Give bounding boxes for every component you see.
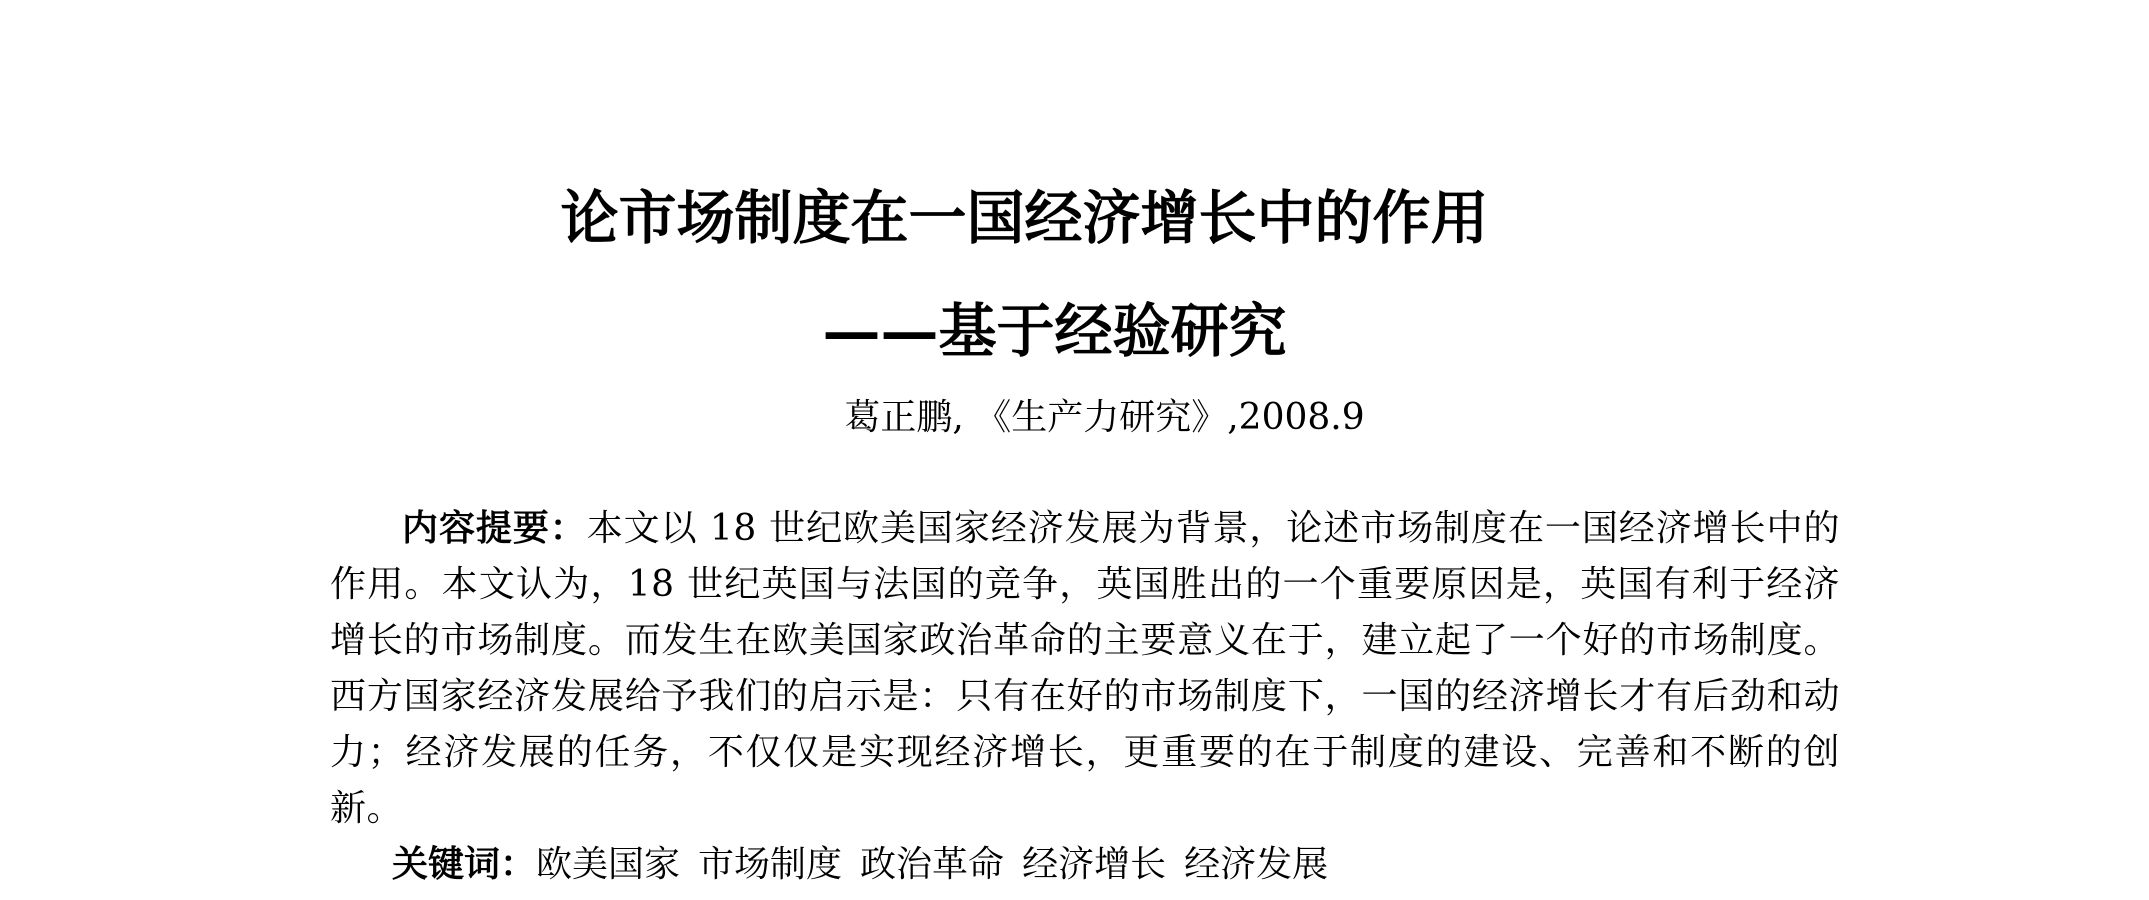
keyword-item: 经济增长: [1022, 844, 1167, 885]
paper-title: 论市场制度在一国经济增长中的作用: [560, 184, 1489, 252]
keywords-line: [392, 836, 1346, 893]
paper-subtitle: ——基于经验研究: [822, 297, 1287, 365]
abstract-paragraph: [330, 500, 1840, 837]
keyword-item: 市场制度: [698, 844, 843, 885]
keyword-item: 欧美国家: [536, 844, 681, 885]
paper-byline: 葛正鹏, 《生产力研究》,2008.9: [844, 397, 1365, 438]
keywords-label: 关键词：: [392, 843, 537, 885]
abstract-label: 内容提要：: [402, 507, 587, 549]
abstract-text: 本文以 18 世纪欧美国家经济发展为背景，论述市场制度在一国经济增长中的作用。本文认为，18 世纪英国与法国的竞争，英国胜出的一个重要原因是，英国有利于经济增长的市场制度。而发生在欧美国家政治革命的主要意义在于，建立起了一个好的市场制度。西方国家经济发展给予我们的启示是：只有在好的市场制度下，一国的经济增长才有后劲和动力；经济发展的任务，不仅仅是实现经济增长，更重要的在于制度的建设、完善和不断的创新。: [330, 508, 1840, 829]
keyword-item: 政治革命: [860, 844, 1005, 885]
keyword-item: 经济发展: [1184, 844, 1329, 885]
